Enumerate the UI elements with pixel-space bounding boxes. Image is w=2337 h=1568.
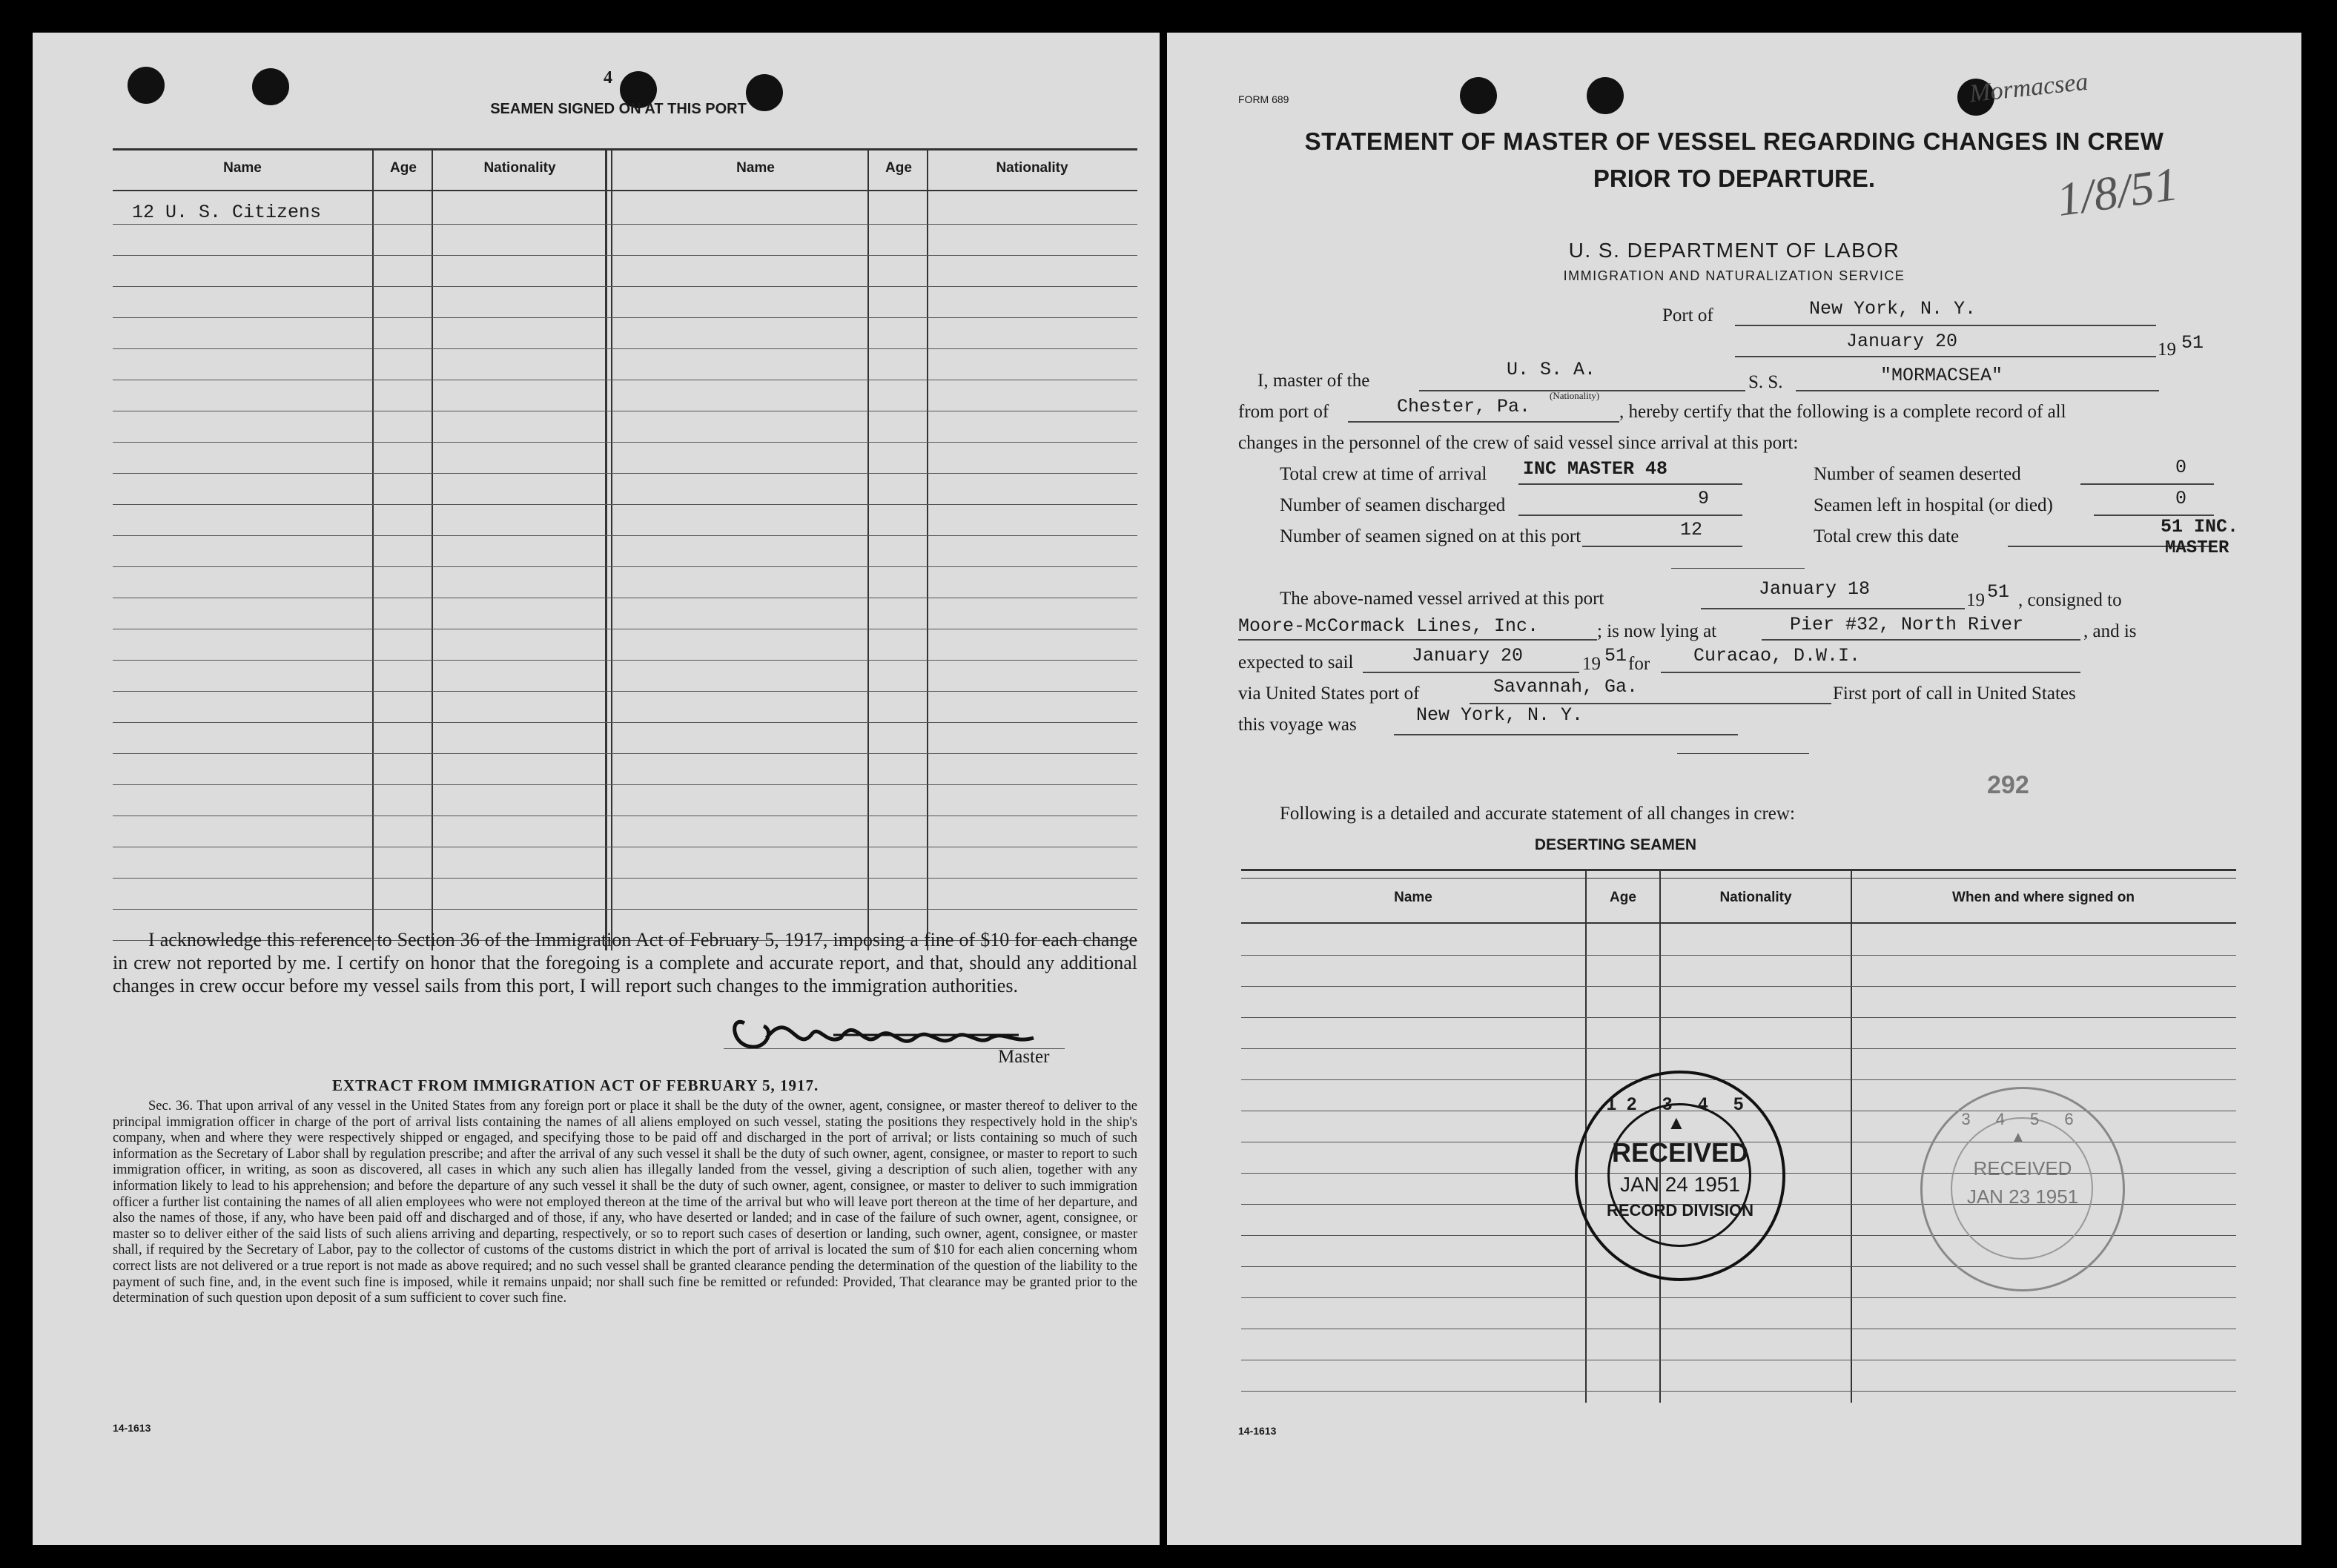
table-row-line — [113, 722, 1137, 723]
col-age-2: Age — [885, 160, 912, 176]
section-heading: DESERTING SEAMEN — [1534, 836, 1697, 853]
table-row-line — [1241, 1079, 2236, 1080]
table-row-line — [1241, 1297, 2236, 1298]
left-page — [33, 33, 1160, 1545]
form-number: FORM 689 — [1238, 93, 1289, 105]
port-label: Port of — [1662, 305, 1713, 325]
certify-text: , hereby certify that the following is a complete record of all — [1619, 402, 2066, 422]
col-nationality: Nationality — [1719, 890, 1792, 905]
stamp-received: RECEIVED — [1611, 1137, 1749, 1168]
stamp-date: JAN 24 1951 — [1620, 1173, 1740, 1196]
discharged-value: 9 — [1698, 488, 1710, 509]
punch-hole — [252, 68, 289, 105]
stamp-division: RECORD DIVISION — [1606, 1201, 1754, 1220]
table-row-line — [113, 255, 1137, 256]
voyage-value: New York, N. Y. — [1416, 704, 1584, 726]
punch-hole — [128, 67, 165, 104]
table-row-line — [1241, 986, 2236, 987]
handwritten-ship-note: Mormacsea — [1968, 67, 2089, 108]
col-nationality-2: Nationality — [996, 160, 1068, 176]
table-row-line — [1241, 1048, 2236, 1049]
table-row-line — [113, 442, 1137, 443]
page-number: 4 — [604, 68, 612, 87]
total-arrival-value: INC MASTER 48 — [1523, 458, 1668, 480]
col-age: Age — [390, 160, 417, 176]
department: U. S. DEPARTMENT OF LABOR — [1568, 239, 1900, 262]
table-row-line — [113, 473, 1137, 474]
for-label: for — [1628, 654, 1650, 674]
consigned-label: , consigned to — [2018, 590, 2122, 610]
master-of-label: I, master of the — [1257, 371, 1370, 391]
signed-on-label: Number of seamen signed on at this port — [1280, 526, 1581, 546]
page-heading: SEAMEN SIGNED ON AT THIS PORT — [490, 101, 747, 117]
port-value: New York, N. Y. — [1809, 298, 1977, 320]
and-is-label: , and is — [2083, 621, 2137, 641]
sail-label: expected to sail — [1238, 652, 1354, 672]
punch-hole — [1587, 77, 1624, 114]
col-name: Name — [1394, 890, 1432, 905]
arrived-label: The above-named vessel arrived at this port — [1280, 589, 1604, 609]
sail-date: January 20 — [1412, 645, 1524, 666]
sail-year-prefix: 19 — [1582, 654, 1601, 674]
ss-label: S. S. — [1748, 372, 1783, 392]
table-row-line — [113, 660, 1137, 661]
hospital-label: Seamen left in hospital (or died) — [1814, 495, 2053, 515]
table-row-line — [113, 753, 1137, 754]
table-row-line — [113, 566, 1137, 567]
received-stamp-2: 3 4 5 6 ▲ RECEIVED JAN 23 1951 — [1920, 1087, 2125, 1291]
col-age: Age — [1610, 890, 1636, 905]
from-port-label: from port of — [1238, 402, 1329, 422]
extract-title: EXTRACT FROM IMMIGRATION ACT OF FEBRUARY 5, 1917. — [332, 1076, 819, 1094]
master-label: Master — [998, 1047, 1050, 1067]
first-entry: 12 U. S. Citizens — [132, 202, 322, 223]
voyage-label: this voyage was — [1238, 715, 1357, 735]
from-port-value: Chester, Pa. — [1397, 396, 1531, 417]
date-value: January 20 — [1846, 331, 1958, 352]
deserted-value: 0 — [2175, 457, 2187, 478]
year-value: 51 — [2181, 332, 2204, 354]
form-code: 14-1613 — [1238, 1425, 1277, 1437]
table-row-line — [113, 504, 1137, 505]
table-row-line — [113, 348, 1137, 349]
hospital-value: 0 — [2175, 488, 2187, 509]
deserted-label: Number of seamen deserted — [1814, 464, 2021, 484]
table-row-line — [1241, 1017, 2236, 1018]
form-title-line2: PRIOR TO DEPARTURE. — [1593, 165, 1876, 192]
stamp-received-2: RECEIVED — [1973, 1157, 2072, 1180]
punch-hole — [1460, 77, 1497, 114]
consignee: Moore-McCormack Lines, Inc. — [1238, 615, 1539, 637]
signed-on-value: 12 — [1680, 519, 1703, 540]
stamp-number: 292 — [1987, 771, 2029, 799]
total-date-label: Total crew this date — [1814, 526, 1960, 546]
destination: Curacao, D.W.I. — [1693, 645, 1861, 666]
total-arrival-label: Total crew at time of arrival — [1280, 464, 1487, 484]
table-row-line — [113, 317, 1137, 318]
arrived-date: January 18 — [1759, 578, 1871, 600]
acknowledgement: I acknowledge this reference to Section 36 of the Immigration Act of February 5, 1917, imposing a fine of $10 for each change in crew not reported by me. I certify on honor that the foregoing is a complete and accurate report, and that, should any additional changes in crew occur before my vessel sails from this port, I will report such changes to the immigration authorities. — [113, 929, 1137, 996]
lying-value: Pier #32, North River — [1790, 614, 2024, 635]
following-text: Following is a detailed and accurate statement of all changes in crew: — [1280, 804, 1795, 824]
nationality-value: U. S. A. — [1507, 359, 1596, 380]
discharged-label: Number of seamen discharged — [1280, 495, 1506, 515]
table-row-line — [113, 691, 1137, 692]
table-row-line — [113, 784, 1137, 785]
lying-label: ; is now lying at — [1597, 621, 1717, 641]
table-row-line — [113, 286, 1137, 287]
table-row-line — [1241, 1391, 2236, 1392]
year-prefix: 19 — [2158, 340, 2176, 360]
via-value: Savannah, Ga. — [1493, 676, 1639, 698]
table-row-line — [1241, 955, 2236, 956]
table-row-line — [113, 878, 1137, 879]
handwritten-date: 1/8/51 — [2053, 156, 2181, 227]
changes-text: changes in the personnel of the crew of said vessel since arrival at this port: — [1238, 433, 1799, 453]
arrived-year: 51 — [1987, 581, 2010, 603]
col-when-where: When and where signed on — [1952, 890, 2135, 905]
col-nationality: Nationality — [483, 160, 556, 176]
ship-name: "MORMACSEA" — [1880, 365, 2003, 386]
service: IMMIGRATION AND NATURALIZATION SERVICE — [1563, 268, 1905, 283]
received-stamp: 12 3 4 5 ▲ RECEIVED JAN 24 1951 RECORD DIVISION — [1575, 1071, 1785, 1281]
first-port-label: First port of call in United States — [1833, 684, 2076, 704]
col-name-2: Name — [736, 160, 775, 176]
form-code: 14-1613 — [113, 1422, 151, 1434]
table-row-line — [113, 909, 1137, 910]
total-date-value-2: MASTER — [2165, 538, 2229, 558]
form-title-line1: STATEMENT OF MASTER OF VESSEL REGARDING CHANGES IN CREW — [1304, 128, 2164, 155]
via-label: via United States port of — [1238, 684, 1420, 704]
table-row-line — [113, 535, 1137, 536]
right-page — [1167, 33, 2301, 1545]
nationality-caption: (Nationality) — [1550, 390, 1600, 401]
extract-text: Sec. 36. That upon arrival of any vessel in the United States from any foreign port or place it shall be the duty of the owner, agent, consignee, or master thereof to deliver to the principal immigration officer in charge of the port of arrival lists containing the names of all aliens employed on such vessel, stating the positions they respectively hold in the ship's company, when and where they were respectively shipped or engaged, and specifying those to be paid off and discharged in the port of arrival; or lists containing so much of such information as the Secretary of Labor shall by regulation prescribe; and after the arrival of any such vessel it shall be the duty of such owner, agent, consignee, or master to report to such immigration officer, in writing, as soon as discovered, all cases in which any such alien has illegally landed from the vessel, giving a description of such alien, together with any information likely to lead to his apprehension; and before the departure of any such vessel it shall be the duty of such owner, agent, consignee, or master to deliver to such immigration officer a further list containing the names of all alien employees who were not employed thereon at the time of the arrival but who will leave port thereon at the time of her departure, and also the names of those, if any, who have been paid off and discharged and of those, if any, who have deserted or landed; and in case of the failure of such owner, agent, consignee, or master so to deliver either of the said lists of such aliens arriving and departing, respectively, or so to report such cases of desertion or landing, such owner, agent, consignee, or master shall, if required by the Secretary of Labor, pay to the collector of customs of the customs district in which the port of arrival is located the sum of $10 for each alien concerning whom correct lists are not delivered or a true report is not made as above required; and no such vessel shall be granted clearance pending the determination of the question of the liability to the payment of such fine, and, in the event such fine is imposed, while it remains unpaid; nor shall such fine be remitted or refunded: Provided, That clearance may be granted prior to the determination of such question upon deposit of a sum sufficient to cover such fine. — [113, 1099, 1137, 1306]
table-row-line — [113, 224, 1137, 225]
stamp-date-2: JAN 23 1951 — [1966, 1185, 2079, 1208]
total-date-value: 51 INC. — [2161, 516, 2239, 537]
sail-year: 51 — [1604, 645, 1627, 666]
arrived-year-prefix: 19 — [1966, 590, 1985, 610]
col-name: Name — [223, 160, 262, 176]
